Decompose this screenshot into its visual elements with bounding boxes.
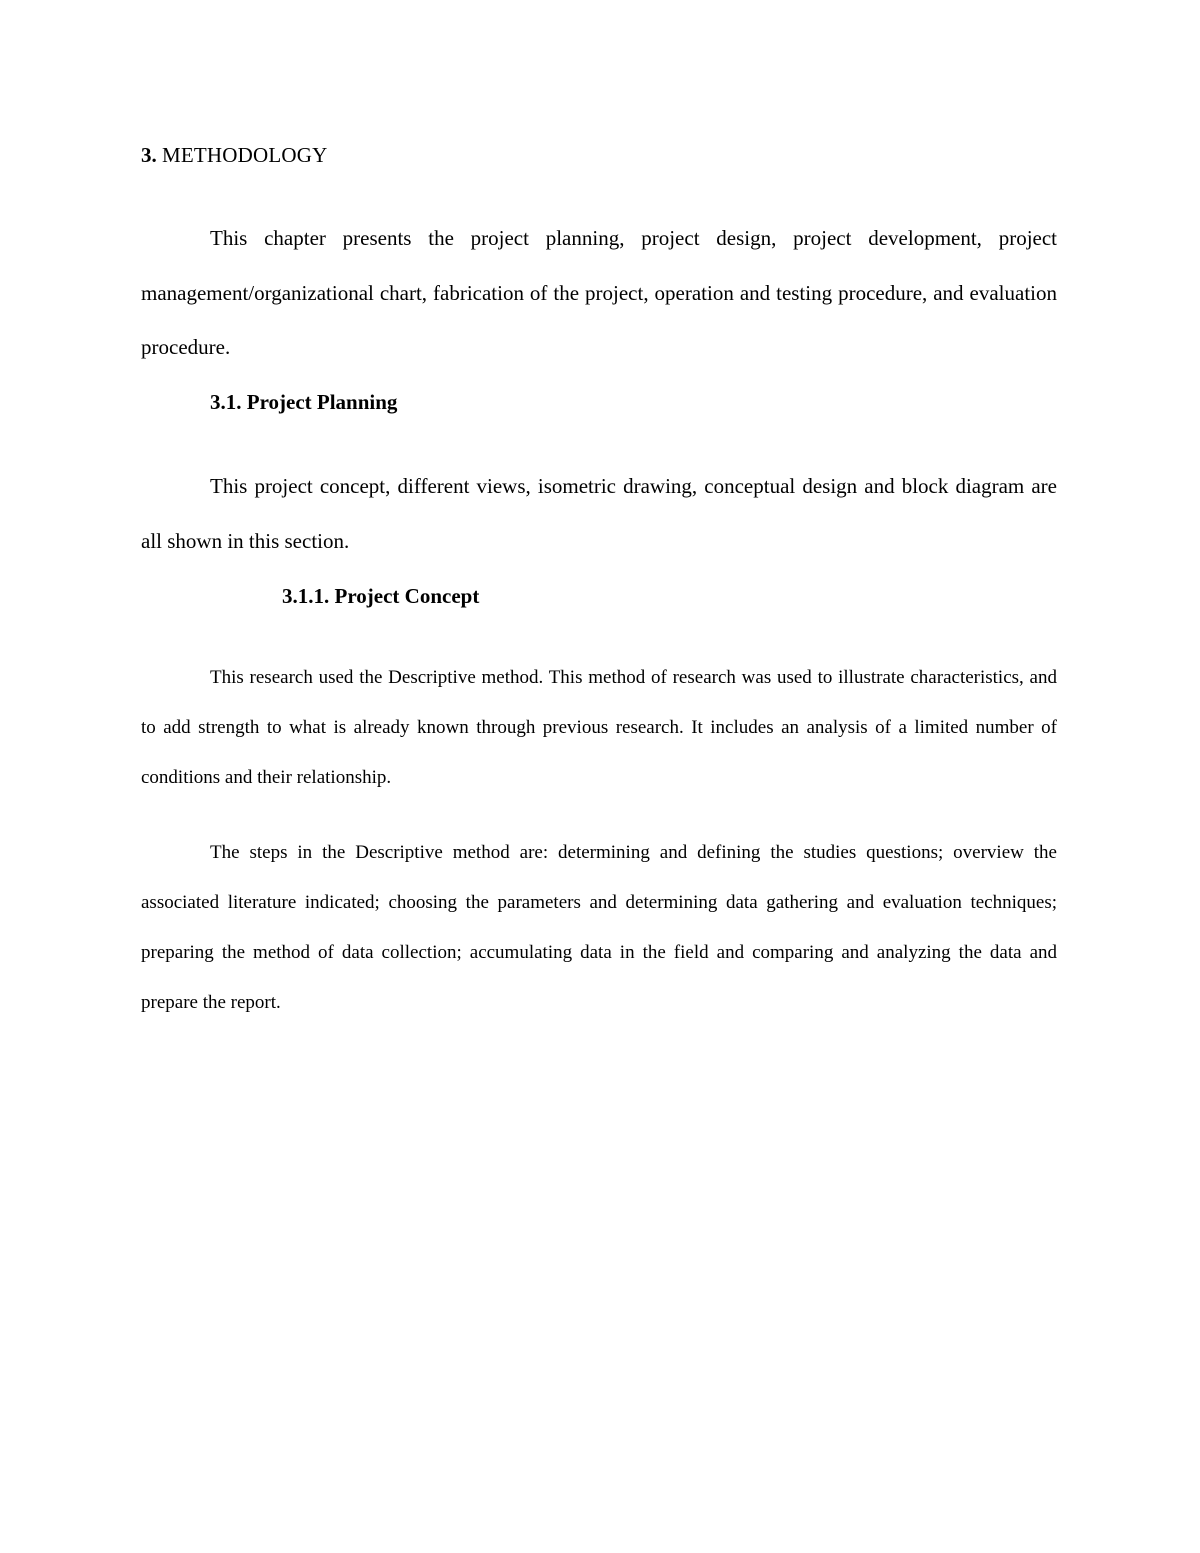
chapter-number: 3.	[141, 143, 157, 167]
section-paragraph: This project concept, different views, isometric drawing, conceptual design and block diagram are all shown in this section.	[141, 474, 1057, 553]
chapter-intro-paragraph: This chapter presents the project planning, project design, project development, project management/organizational chart, fabrication of the project, operation and testing procedure, and evaluation procedure.	[141, 226, 1057, 359]
section-heading: 3.1. Project Planning	[210, 390, 398, 414]
chapter-heading	[141, 143, 328, 168]
subsection-paragraph: The steps in the Descriptive method are: determining and defining the studies questions; overview the associated literature indicated; choosing the parameters and determining data gathering and evaluation techniques; preparing the method of data collection; accumulating data in the field and comparing and analyzing the data and prepare the report.	[141, 842, 1057, 1013]
subsection-heading: 3.1.1. Project Concept	[282, 584, 480, 608]
chapter-title: METHODOLOGY	[162, 143, 328, 167]
subsection-paragraph: This research used the Descriptive method. This method of research was used to illustrate characteristics, and to add strength to what is already known through previous research. It includes an analysis of a limited number of conditions and their relationship.	[141, 667, 1057, 788]
